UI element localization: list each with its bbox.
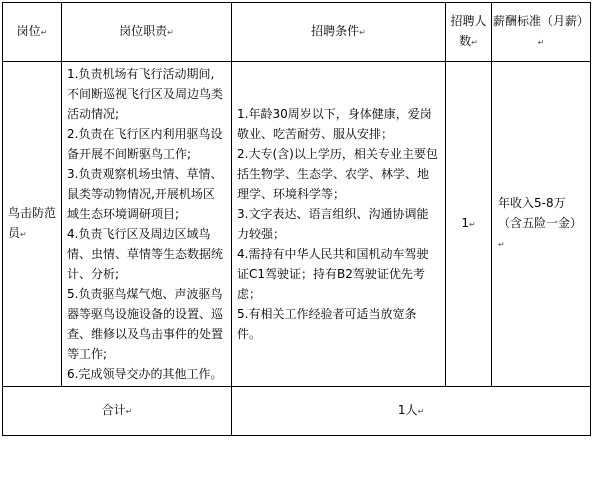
duty-item: 2.负责在飞行区内利用驱鸟设备开展不间断驱鸟工作;	[67, 127, 223, 161]
salary-value: 年收入5-8万（含五险一金）	[498, 196, 583, 230]
duty-item: 1.负责机场有飞行活动期间,不间断巡视飞行区及周边鸟类活动情况;	[67, 67, 224, 121]
requirement-item: 3.文字表达、语言组织、沟通协调能力较强；	[237, 207, 429, 241]
total-label-cell: 合计↵	[3, 387, 232, 436]
total-value: 1人	[397, 403, 418, 417]
requirements-cell	[232, 62, 446, 387]
count-value: 1	[461, 216, 469, 230]
requirement-item: 2.大专(含)以上学历，相关专业主要包括生物学、生态学、农学、林学、地理学、环境科学等；	[237, 147, 438, 201]
total-value-cell: 1人↵	[232, 387, 591, 436]
header-duties: 岗位职责↵	[62, 3, 232, 62]
duty-item: 6.完成领导交办的其他工作。	[67, 367, 223, 381]
header-row	[3, 3, 591, 62]
duties-cell	[62, 62, 232, 387]
duty-item: 5.负责驱鸟煤气炮、声波驱鸟器等驱鸟设施设备的设置、巡查、维修以及鸟击事件的处置等工作;	[67, 287, 224, 361]
salary-cell: 年收入5-8万（含五险一金）↵	[492, 62, 591, 387]
data-row	[3, 62, 591, 387]
requirement-item: 1.年龄30周岁以下，身体健康，爱岗敬业、吃苦耐劳、服从安排；	[237, 107, 432, 141]
count-cell: 1↵	[446, 62, 492, 387]
header-count: 招聘人数↵	[446, 3, 492, 62]
position-name: 鸟击防范员	[8, 206, 57, 240]
requirement-item: 4.需持有中华人民共和国机动车驾驶证C1驾驶证；持有B2驾驶证优先考虑；	[237, 247, 429, 301]
total-label: 合计	[101, 403, 126, 417]
header-position: 岗位↵	[3, 3, 62, 62]
header-salary: 薪酬标准（月薪）↵	[492, 3, 591, 62]
recruitment-table	[2, 2, 591, 436]
requirement-item: 5.有相关工作经验者可适当放宽条件。	[237, 307, 417, 341]
total-row	[3, 387, 591, 436]
header-requirements: 招聘条件↵	[232, 3, 446, 62]
duty-item: 4.负责飞行区及周边区域鸟情、虫情、草情等生态数据统计、分析;	[67, 227, 224, 281]
duty-item: 3.负责观察机场虫情、草情、鼠类等动物情况,开展机场区域生态环境调研项目;	[67, 167, 223, 221]
position-cell: 鸟击防范员↵	[3, 62, 62, 387]
